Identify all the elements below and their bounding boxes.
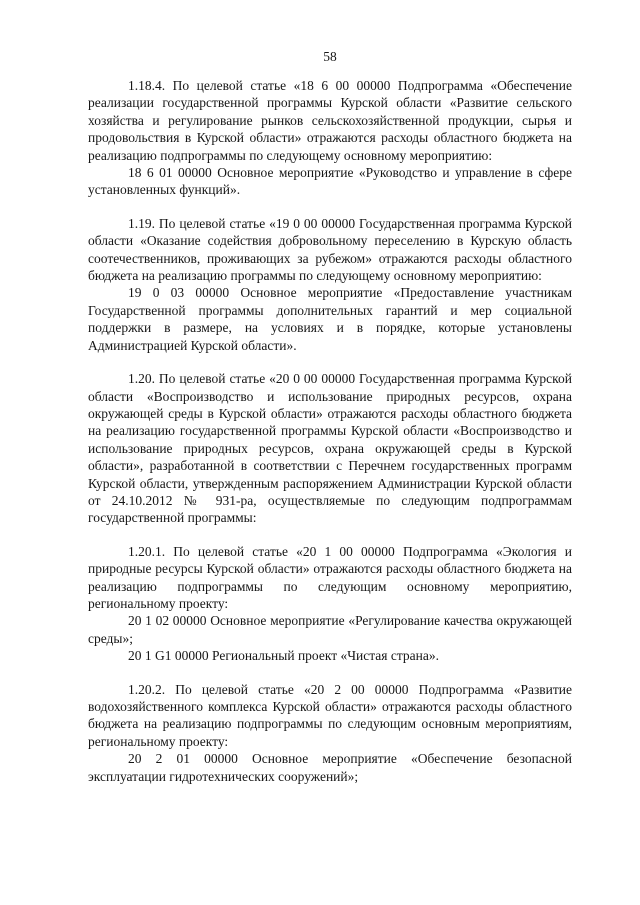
section-gap [88,665,572,681]
section-1-20-1 [88,543,572,665]
paragraph-20-2-01: 20 2 01 00000 Основное мероприятие «Обеспечение безопасной эксплуатации гидротехнических сооружений»; [88,751,572,784]
paragraph-1-19: 1.19. По целевой статье «19 0 00 00000 Государственная программа Курской области «Оказание содействия добровольному переселению в Курскую область соотечественников, проживающих за рубежом» отражаются расходы областного бюджета на реализацию программы по следующему основному мероприятию: [88,215,572,284]
paragraph-1-20-2: 1.20.2. По целевой статье «20 2 00 00000 Подпрограмма «Развитие водохозяйственного комплекса Курской области» отражаются расходы областного бюджета на реализацию подпрограммы по следующим основным мероприятиям, региональному проекту: [88,681,572,749]
page-number: 58 [323,49,337,64]
paragraph-1-18-4: 1.18.4. По целевой статье «18 6 00 00000 Подпрограмма «Обеспечение реализации государственной программы Курской области «Развитие сельского хозяйства и регулирование рынков сельскохозяйственной продукции, сырья и продовольствия в Курской области» отражаются расходы областного бюджета на реализацию подпрограммы по следующему основному мероприятию: [88,78,572,163]
document-page [88,48,572,785]
paragraph-1-20: 1.20. По целевой статье «20 0 00 00000 Государственная программа Курской области «Воспроизводство и использование природных ресурсов, охрана окружающей среды в Курской области» отражаются расходы областного бюджета на реализацию государственной программы Курской области «Воспроизводство и использование природных ресурсов, охрана окружающей среды в Курской области», разработанной в соответствии с Перечнем государственных программ Курской области, утвержденным распоряжением Администрации Курской области от 24.10.2012 № 931-ра, осуществляемые по следующим подпрограммам государственной программы: [88,371,572,526]
paragraph-1-20-1: 1.20.1. По целевой статье «20 1 00 00000 Подпрограмма «Экология и природные ресурсы Курской области» отражаются расходы областного бюджета на реализацию подпрограммы по следующим основному мероприятию, региональному проекту: [88,543,572,611]
section-1-20-2 [88,681,572,785]
paragraph-19-0-03: 19 0 03 00000 Основное мероприятие «Предоставление участникам Государственной программы дополнительных гарантий и мер социальной поддержки в размере, на условиях и в порядке, которые установлены Администрацией Курской области». [88,285,572,353]
section-1-18-4 [88,77,572,199]
section-gap [88,199,572,215]
section-gap [88,354,572,370]
paragraph-18-6-01: 18 6 01 00000 Основное мероприятие «Руководство и управление в сфере установленных функций». [88,165,572,198]
section-gap [88,527,572,543]
section-1-20 [88,370,572,527]
section-1-19 [88,215,572,354]
paragraph-20-1-g1: 20 1 G1 00000 Региональный проект «Чистая страна». [128,648,440,664]
paragraph-20-1-02: 20 1 02 00000 Основное мероприятие «Регулирование качества окружающей среды»; [88,613,572,646]
